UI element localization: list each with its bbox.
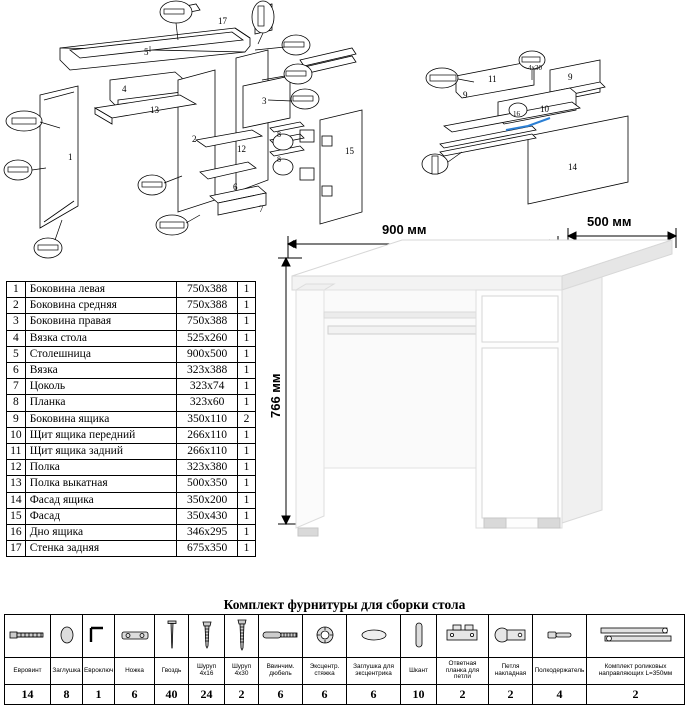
part-size: 900х500 bbox=[177, 346, 238, 362]
svg-text:13: 13 bbox=[150, 105, 159, 115]
cam-lock-icon bbox=[303, 615, 347, 658]
table-row bbox=[7, 492, 256, 508]
part-name: Фасад ящика bbox=[25, 492, 177, 508]
part-size: 266х110 bbox=[177, 427, 238, 443]
width-dimension-label: 900 мм bbox=[382, 222, 427, 237]
part-name: Столешница bbox=[25, 346, 177, 362]
table-row bbox=[7, 314, 256, 330]
part-number: 12 bbox=[7, 460, 26, 476]
hardware-label: Эксцентр. стяжка bbox=[303, 658, 347, 685]
part-qty: 1 bbox=[238, 444, 256, 460]
table-row bbox=[7, 525, 256, 541]
part-number: 1 bbox=[7, 282, 26, 298]
hardware-label: Заглушка для эксцентрика bbox=[347, 658, 401, 685]
table-row bbox=[7, 395, 256, 411]
part-name: Боковина средняя bbox=[25, 298, 177, 314]
hardware-qty: 6 bbox=[303, 685, 347, 705]
exploded-view-drawer bbox=[400, 40, 689, 230]
part-name: Щит ящика задний bbox=[25, 444, 177, 460]
hardware-qty: 6 bbox=[347, 685, 401, 705]
hardware-qty: 2 bbox=[437, 685, 489, 705]
part-qty: 1 bbox=[238, 427, 256, 443]
hardware-label: Шкант bbox=[401, 658, 437, 685]
part-qty: 1 bbox=[238, 460, 256, 476]
svg-text:6: 6 bbox=[233, 182, 238, 192]
part-number: 7 bbox=[7, 379, 26, 395]
part-qty: 1 bbox=[238, 314, 256, 330]
part-number: 14 bbox=[7, 492, 26, 508]
nail-icon bbox=[155, 615, 189, 658]
svg-text:4х30: 4х30 bbox=[528, 64, 542, 72]
svg-text:5: 5 bbox=[144, 47, 149, 57]
table-row bbox=[7, 411, 256, 427]
part-size: 500х350 bbox=[177, 476, 238, 492]
part-qty: 1 bbox=[238, 541, 256, 557]
svg-text:11: 11 bbox=[488, 74, 497, 84]
hardware-qty: 1 bbox=[83, 685, 115, 705]
hinge-plate-icon bbox=[437, 615, 489, 658]
hardware-label: Ножка bbox=[115, 658, 155, 685]
svg-text:12: 12 bbox=[237, 144, 246, 154]
hardware-qty: 8 bbox=[51, 685, 83, 705]
hardware-label: Евроключ bbox=[83, 658, 115, 685]
hardware-label: Ответная планка для петли bbox=[437, 658, 489, 685]
part-name: Цоколь bbox=[25, 379, 177, 395]
svg-text:15: 15 bbox=[345, 146, 354, 156]
table-row bbox=[7, 363, 256, 379]
part-number: 16 bbox=[7, 525, 26, 541]
part-size: 323х388 bbox=[177, 363, 238, 379]
svg-text:8: 8 bbox=[277, 130, 281, 139]
product-dimension-svg bbox=[262, 218, 686, 578]
euro-screw-icon bbox=[5, 615, 51, 658]
table-row bbox=[7, 541, 256, 557]
hardware-label: Шуруп 4х30 bbox=[225, 658, 259, 685]
part-number: 15 bbox=[7, 508, 26, 524]
svg-text:7: 7 bbox=[259, 204, 264, 214]
part-name: Дно ящика bbox=[25, 525, 177, 541]
table-row bbox=[7, 379, 256, 395]
part-number: 11 bbox=[7, 444, 26, 460]
part-name: Планка bbox=[25, 395, 177, 411]
hardware-label: Евровинт bbox=[5, 658, 51, 685]
part-name: Вязка bbox=[25, 363, 177, 379]
part-number: 2 bbox=[7, 298, 26, 314]
hardware-qty: 40 bbox=[155, 685, 189, 705]
hardware-qty: 2 bbox=[225, 685, 259, 705]
part-name: Боковина правая bbox=[25, 314, 177, 330]
part-number: 5 bbox=[7, 346, 26, 362]
exploded-view-drawer-svg bbox=[400, 40, 689, 230]
hardware-qty: 4 bbox=[533, 685, 587, 705]
leg-icon bbox=[115, 615, 155, 658]
table-row bbox=[7, 476, 256, 492]
part-qty: 1 bbox=[238, 282, 256, 298]
part-qty: 1 bbox=[238, 379, 256, 395]
table-row bbox=[7, 346, 256, 362]
part-name: Вязка стола bbox=[25, 330, 177, 346]
part-size: 525х260 bbox=[177, 330, 238, 346]
product-dimension-view bbox=[262, 214, 686, 578]
hardware-qty: 6 bbox=[115, 685, 155, 705]
hardware-qty: 2 bbox=[489, 685, 533, 705]
part-name: Фасад bbox=[25, 508, 177, 524]
part-name: Стенка задняя bbox=[25, 541, 177, 557]
hardware-kit-title: Комплект фурнитуры для сборки стола bbox=[223, 597, 466, 612]
hardware-label: Шуруп 4х16 bbox=[189, 658, 225, 685]
part-size: 346х295 bbox=[177, 525, 238, 541]
hardware-label: Полкодержатель bbox=[533, 658, 587, 685]
table-row bbox=[7, 427, 256, 443]
dowel-icon bbox=[401, 615, 437, 658]
table-row bbox=[7, 460, 256, 476]
part-size: 750х388 bbox=[177, 298, 238, 314]
part-qty: 1 bbox=[238, 476, 256, 492]
svg-text:9: 9 bbox=[568, 72, 573, 82]
part-size: 750х388 bbox=[177, 282, 238, 298]
part-qty: 1 bbox=[238, 492, 256, 508]
hardware-label: Ввинчим. дюбель bbox=[259, 658, 303, 685]
table-row bbox=[7, 298, 256, 314]
parts-table bbox=[6, 281, 256, 557]
svg-text:4: 4 bbox=[122, 84, 127, 94]
hardware-qty: 2 bbox=[587, 685, 685, 705]
svg-text:3: 3 bbox=[262, 96, 267, 106]
part-number: 6 bbox=[7, 363, 26, 379]
depth-dimension-label: 500 мм bbox=[587, 214, 632, 229]
dowel-screw-icon bbox=[259, 615, 303, 658]
svg-text:1: 1 bbox=[68, 152, 73, 162]
svg-text:14: 14 bbox=[568, 162, 577, 172]
part-number: 3 bbox=[7, 314, 26, 330]
part-name: Полка bbox=[25, 460, 177, 476]
part-size: 266х110 bbox=[177, 444, 238, 460]
part-qty: 1 bbox=[238, 346, 256, 362]
screw-4x30-icon bbox=[225, 615, 259, 658]
euro-key-icon bbox=[83, 615, 115, 658]
drawer-slide-icon bbox=[587, 615, 685, 658]
table-row bbox=[7, 330, 256, 346]
hardware-table bbox=[4, 614, 685, 705]
part-size: 350х110 bbox=[177, 411, 238, 427]
part-number: 8 bbox=[7, 395, 26, 411]
hardware-label: Заглушка bbox=[51, 658, 83, 685]
part-number: 10 bbox=[7, 427, 26, 443]
svg-text:16: 16 bbox=[513, 110, 520, 118]
part-name: Щит ящика передний bbox=[25, 427, 177, 443]
part-qty: 1 bbox=[238, 525, 256, 541]
part-size: 350х200 bbox=[177, 492, 238, 508]
part-qty: 1 bbox=[238, 508, 256, 524]
hardware-qty: 10 bbox=[401, 685, 437, 705]
part-qty: 1 bbox=[238, 298, 256, 314]
cam-cap-icon bbox=[347, 615, 401, 658]
part-size: 675х350 bbox=[177, 541, 238, 557]
part-size: 350х430 bbox=[177, 508, 238, 524]
hardware-qty: 14 bbox=[5, 685, 51, 705]
shelf-support-icon bbox=[533, 615, 587, 658]
part-number: 17 bbox=[7, 541, 26, 557]
cap-icon bbox=[51, 615, 83, 658]
table-row bbox=[7, 508, 256, 524]
hardware-label: Гвоздь bbox=[155, 658, 189, 685]
hardware-label: Петля накладная bbox=[489, 658, 533, 685]
part-qty: 1 bbox=[238, 363, 256, 379]
table-row bbox=[7, 444, 256, 460]
svg-text:9: 9 bbox=[463, 90, 468, 100]
hinge-icon bbox=[489, 615, 533, 658]
part-name: Боковина ящика bbox=[25, 411, 177, 427]
part-number: 13 bbox=[7, 476, 26, 492]
part-size: 323х60 bbox=[177, 395, 238, 411]
svg-text:8: 8 bbox=[277, 155, 281, 164]
part-size: 323х380 bbox=[177, 460, 238, 476]
svg-text:10: 10 bbox=[540, 104, 549, 114]
height-dimension-label: 766 мм bbox=[268, 373, 283, 418]
part-name: Боковина левая bbox=[25, 282, 177, 298]
part-qty: 1 bbox=[238, 330, 256, 346]
hardware-label: Комплект роликовых направляющих L=350мм bbox=[587, 658, 685, 685]
part-number: 4 bbox=[7, 330, 26, 346]
part-number: 9 bbox=[7, 411, 26, 427]
svg-text:17: 17 bbox=[218, 16, 227, 26]
part-name: Полка выкатная bbox=[25, 476, 177, 492]
svg-text:2: 2 bbox=[192, 134, 197, 144]
part-qty: 2 bbox=[238, 411, 256, 427]
screw-4x16-icon bbox=[189, 615, 225, 658]
part-size: 323х74 bbox=[177, 379, 238, 395]
part-size: 750х388 bbox=[177, 314, 238, 330]
table-row bbox=[7, 282, 256, 298]
hardware-qty: 24 bbox=[189, 685, 225, 705]
part-qty: 1 bbox=[238, 395, 256, 411]
hardware-qty: 6 bbox=[259, 685, 303, 705]
